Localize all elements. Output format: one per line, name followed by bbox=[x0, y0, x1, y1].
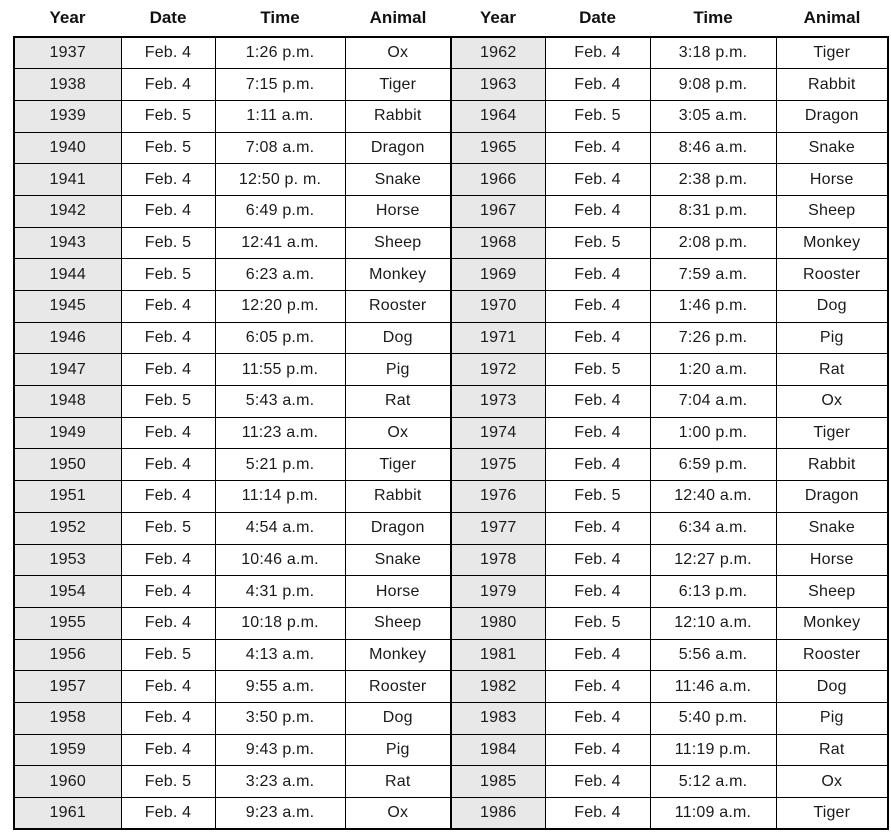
time-cell: 1:26 p.m. bbox=[215, 37, 345, 69]
animal-cell: Rabbit bbox=[345, 481, 451, 513]
date-cell: Feb. 4 bbox=[545, 164, 650, 196]
year-cell: 1972 bbox=[451, 354, 545, 386]
table-row bbox=[14, 544, 888, 576]
year-cell: 1949 bbox=[14, 417, 121, 449]
animal-cell: Dog bbox=[345, 322, 451, 354]
date-cell: Feb. 4 bbox=[121, 354, 215, 386]
animal-cell: Pig bbox=[345, 354, 451, 386]
year-cell: 1974 bbox=[451, 417, 545, 449]
time-cell: 4:13 a.m. bbox=[215, 639, 345, 671]
time-cell: 12:40 a.m. bbox=[650, 481, 776, 513]
time-cell: 6:05 p.m. bbox=[215, 322, 345, 354]
header-date: Date bbox=[149, 8, 187, 27]
year-cell: 1971 bbox=[451, 322, 545, 354]
year-cell: 1980 bbox=[451, 607, 545, 639]
year-cell: 1969 bbox=[451, 259, 545, 291]
header-animal: Animal bbox=[803, 8, 861, 27]
time-cell: 8:46 a.m. bbox=[650, 132, 776, 164]
date-cell: Feb. 5 bbox=[545, 227, 650, 259]
year-cell: 1982 bbox=[451, 671, 545, 703]
animal-cell: Monkey bbox=[345, 639, 451, 671]
year-cell: 1986 bbox=[451, 798, 545, 830]
year-cell: 1941 bbox=[14, 164, 121, 196]
date-cell: Feb. 5 bbox=[545, 607, 650, 639]
year-cell: 1944 bbox=[14, 259, 121, 291]
date-cell: Feb. 4 bbox=[121, 671, 215, 703]
year-cell: 1981 bbox=[451, 639, 545, 671]
time-cell: 4:54 a.m. bbox=[215, 512, 345, 544]
animal-cell: Snake bbox=[776, 132, 888, 164]
date-cell: Feb. 5 bbox=[121, 766, 215, 798]
date-cell: Feb. 5 bbox=[121, 100, 215, 132]
date-cell: Feb. 4 bbox=[545, 449, 650, 481]
date-cell: Feb. 4 bbox=[121, 544, 215, 576]
header-time: Time bbox=[260, 8, 300, 27]
time-cell: 9:55 a.m. bbox=[215, 671, 345, 703]
animal-cell: Rabbit bbox=[776, 69, 888, 101]
year-cell: 1937 bbox=[14, 37, 121, 69]
table-row bbox=[14, 734, 888, 766]
animal-cell: Rooster bbox=[345, 291, 451, 323]
animal-cell: Dragon bbox=[776, 481, 888, 513]
table-row bbox=[14, 386, 888, 418]
animal-cell: Dog bbox=[776, 291, 888, 323]
table-row bbox=[14, 132, 888, 164]
table-row bbox=[14, 671, 888, 703]
header-animal: Animal bbox=[369, 8, 427, 27]
table-row bbox=[14, 227, 888, 259]
time-cell: 5:56 a.m. bbox=[650, 639, 776, 671]
animal-cell: Ox bbox=[345, 37, 451, 69]
animal-cell: Rat bbox=[776, 354, 888, 386]
table-row bbox=[14, 576, 888, 608]
time-cell: 7:08 a.m. bbox=[215, 132, 345, 164]
table-row bbox=[14, 607, 888, 639]
date-cell: Feb. 4 bbox=[545, 671, 650, 703]
date-cell: Feb. 4 bbox=[121, 607, 215, 639]
time-cell: 11:14 p.m. bbox=[215, 481, 345, 513]
time-cell: 9:23 a.m. bbox=[215, 798, 345, 830]
year-cell: 1973 bbox=[451, 386, 545, 418]
date-cell: Feb. 5 bbox=[121, 386, 215, 418]
animal-cell: Sheep bbox=[776, 576, 888, 608]
year-cell: 1984 bbox=[451, 734, 545, 766]
time-cell: 3:05 a.m. bbox=[650, 100, 776, 132]
date-cell: Feb. 5 bbox=[121, 512, 215, 544]
time-cell: 6:49 p.m. bbox=[215, 195, 345, 227]
animal-cell: Ox bbox=[345, 798, 451, 830]
year-cell: 1951 bbox=[14, 481, 121, 513]
animal-cell: Ox bbox=[776, 766, 888, 798]
animal-cell: Sheep bbox=[345, 227, 451, 259]
animal-cell: Rooster bbox=[345, 671, 451, 703]
year-cell: 1963 bbox=[451, 69, 545, 101]
date-cell: Feb. 4 bbox=[545, 322, 650, 354]
date-cell: Feb. 4 bbox=[545, 132, 650, 164]
animal-cell: Ox bbox=[345, 417, 451, 449]
animal-cell: Dragon bbox=[345, 512, 451, 544]
year-cell: 1952 bbox=[14, 512, 121, 544]
date-cell: Feb. 4 bbox=[121, 734, 215, 766]
time-cell: 3:50 p.m. bbox=[215, 702, 345, 734]
table-row bbox=[14, 512, 888, 544]
table-header bbox=[14, 0, 888, 37]
time-cell: 9:43 p.m. bbox=[215, 734, 345, 766]
year-cell: 1955 bbox=[14, 607, 121, 639]
time-cell: 11:09 a.m. bbox=[650, 798, 776, 830]
date-cell: Feb. 5 bbox=[121, 227, 215, 259]
table-row bbox=[14, 702, 888, 734]
header-date: Date bbox=[579, 8, 616, 27]
date-cell: Feb. 4 bbox=[545, 576, 650, 608]
header-time: Time bbox=[693, 8, 733, 27]
time-cell: 12:41 a.m. bbox=[215, 227, 345, 259]
date-cell: Feb. 4 bbox=[121, 291, 215, 323]
animal-cell: Tiger bbox=[776, 37, 888, 69]
table-row bbox=[14, 69, 888, 101]
animal-cell: Tiger bbox=[776, 417, 888, 449]
date-cell: Feb. 4 bbox=[545, 259, 650, 291]
animal-cell: Snake bbox=[776, 512, 888, 544]
time-cell: 6:59 p.m. bbox=[650, 449, 776, 481]
time-cell: 11:23 a.m. bbox=[215, 417, 345, 449]
year-cell: 1948 bbox=[14, 386, 121, 418]
date-cell: Feb. 4 bbox=[545, 734, 650, 766]
time-cell: 11:19 p.m. bbox=[650, 734, 776, 766]
animal-cell: Rabbit bbox=[776, 449, 888, 481]
year-cell: 1985 bbox=[451, 766, 545, 798]
animal-cell: Snake bbox=[345, 164, 451, 196]
year-cell: 1960 bbox=[14, 766, 121, 798]
time-cell: 6:34 a.m. bbox=[650, 512, 776, 544]
year-cell: 1939 bbox=[14, 100, 121, 132]
animal-cell: Dog bbox=[345, 702, 451, 734]
date-cell: Feb. 5 bbox=[121, 639, 215, 671]
year-cell: 1938 bbox=[14, 69, 121, 101]
header-row bbox=[14, 0, 888, 37]
year-cell: 1957 bbox=[14, 671, 121, 703]
year-cell: 1947 bbox=[14, 354, 121, 386]
time-cell: 1:11 a.m. bbox=[215, 100, 345, 132]
year-cell: 1977 bbox=[451, 512, 545, 544]
date-cell: Feb. 4 bbox=[121, 164, 215, 196]
time-cell: 5:40 p.m. bbox=[650, 702, 776, 734]
year-cell: 1970 bbox=[451, 291, 545, 323]
animal-cell: Horse bbox=[345, 576, 451, 608]
date-cell: Feb. 5 bbox=[545, 100, 650, 132]
year-cell: 1962 bbox=[451, 37, 545, 69]
date-cell: Feb. 4 bbox=[545, 702, 650, 734]
time-cell: 12:10 a.m. bbox=[650, 607, 776, 639]
date-cell: Feb. 5 bbox=[121, 132, 215, 164]
time-cell: 10:46 a.m. bbox=[215, 544, 345, 576]
time-cell: 1:46 p.m. bbox=[650, 291, 776, 323]
date-cell: Feb. 4 bbox=[545, 639, 650, 671]
table-row bbox=[14, 100, 888, 132]
year-cell: 1950 bbox=[14, 449, 121, 481]
date-cell: Feb. 4 bbox=[545, 291, 650, 323]
date-cell: Feb. 5 bbox=[545, 481, 650, 513]
animal-cell: Snake bbox=[345, 544, 451, 576]
time-cell: 11:55 p.m. bbox=[215, 354, 345, 386]
time-cell: 3:23 a.m. bbox=[215, 766, 345, 798]
year-cell: 1946 bbox=[14, 322, 121, 354]
year-cell: 1943 bbox=[14, 227, 121, 259]
date-cell: Feb. 5 bbox=[545, 354, 650, 386]
time-cell: 6:13 p.m. bbox=[650, 576, 776, 608]
animal-cell: Tiger bbox=[345, 69, 451, 101]
time-cell: 8:31 p.m. bbox=[650, 195, 776, 227]
year-cell: 1958 bbox=[14, 702, 121, 734]
time-cell: 7:59 a.m. bbox=[650, 259, 776, 291]
year-cell: 1954 bbox=[14, 576, 121, 608]
animal-cell: Monkey bbox=[345, 259, 451, 291]
animal-cell: Monkey bbox=[776, 607, 888, 639]
time-cell: 12:20 p.m. bbox=[215, 291, 345, 323]
header-year: Year bbox=[49, 8, 86, 27]
animal-cell: Monkey bbox=[776, 227, 888, 259]
table-row bbox=[14, 481, 888, 513]
date-cell: Feb. 4 bbox=[121, 576, 215, 608]
time-cell: 12:27 p.m. bbox=[650, 544, 776, 576]
table-row bbox=[14, 259, 888, 291]
animal-cell: Ox bbox=[776, 386, 888, 418]
animal-cell: Rat bbox=[776, 734, 888, 766]
animal-cell: Tiger bbox=[776, 798, 888, 830]
table-row bbox=[14, 195, 888, 227]
time-cell: 9:08 p.m. bbox=[650, 69, 776, 101]
year-cell: 1976 bbox=[451, 481, 545, 513]
zodiac-table-container bbox=[13, 0, 887, 830]
zodiac-table bbox=[13, 0, 889, 830]
year-cell: 1959 bbox=[14, 734, 121, 766]
date-cell: Feb. 4 bbox=[121, 69, 215, 101]
year-cell: 1942 bbox=[14, 195, 121, 227]
date-cell: Feb. 4 bbox=[545, 544, 650, 576]
animal-cell: Dog bbox=[776, 671, 888, 703]
year-cell: 1956 bbox=[14, 639, 121, 671]
table-body bbox=[14, 37, 888, 829]
header-year: Year bbox=[480, 8, 516, 27]
table-row bbox=[14, 322, 888, 354]
date-cell: Feb. 4 bbox=[121, 481, 215, 513]
year-cell: 1983 bbox=[451, 702, 545, 734]
animal-cell: Horse bbox=[345, 195, 451, 227]
year-cell: 1953 bbox=[14, 544, 121, 576]
time-cell: 7:15 p.m. bbox=[215, 69, 345, 101]
animal-cell: Dragon bbox=[776, 100, 888, 132]
table-row bbox=[14, 449, 888, 481]
year-cell: 1966 bbox=[451, 164, 545, 196]
year-cell: 1940 bbox=[14, 132, 121, 164]
animal-cell: Sheep bbox=[776, 195, 888, 227]
table-row bbox=[14, 639, 888, 671]
date-cell: Feb. 4 bbox=[545, 37, 650, 69]
time-cell: 5:12 a.m. bbox=[650, 766, 776, 798]
time-cell: 2:08 p.m. bbox=[650, 227, 776, 259]
year-cell: 1964 bbox=[451, 100, 545, 132]
date-cell: Feb. 4 bbox=[121, 195, 215, 227]
time-cell: 4:31 p.m. bbox=[215, 576, 345, 608]
time-cell: 6:23 a.m. bbox=[215, 259, 345, 291]
table-row bbox=[14, 417, 888, 449]
animal-cell: Rooster bbox=[776, 639, 888, 671]
table-row bbox=[14, 354, 888, 386]
date-cell: Feb. 4 bbox=[545, 512, 650, 544]
year-cell: 1975 bbox=[451, 449, 545, 481]
animal-cell: Dragon bbox=[345, 132, 451, 164]
date-cell: Feb. 4 bbox=[545, 798, 650, 830]
year-cell: 1945 bbox=[14, 291, 121, 323]
date-cell: Feb. 4 bbox=[545, 766, 650, 798]
table-row bbox=[14, 798, 888, 830]
table-row bbox=[14, 291, 888, 323]
animal-cell: Rabbit bbox=[345, 100, 451, 132]
time-cell: 3:18 p.m. bbox=[650, 37, 776, 69]
date-cell: Feb. 4 bbox=[121, 417, 215, 449]
year-cell: 1968 bbox=[451, 227, 545, 259]
time-cell: 1:00 p.m. bbox=[650, 417, 776, 449]
time-cell: 10:18 p.m. bbox=[215, 607, 345, 639]
animal-cell: Horse bbox=[776, 164, 888, 196]
date-cell: Feb. 4 bbox=[121, 322, 215, 354]
time-cell: 5:21 p.m. bbox=[215, 449, 345, 481]
date-cell: Feb. 4 bbox=[545, 69, 650, 101]
date-cell: Feb. 4 bbox=[121, 449, 215, 481]
year-cell: 1979 bbox=[451, 576, 545, 608]
date-cell: Feb. 4 bbox=[121, 37, 215, 69]
time-cell: 7:26 p.m. bbox=[650, 322, 776, 354]
animal-cell: Sheep bbox=[345, 607, 451, 639]
animal-cell: Pig bbox=[776, 702, 888, 734]
time-cell: 12:50 p. m. bbox=[215, 164, 345, 196]
animal-cell: Pig bbox=[345, 734, 451, 766]
year-cell: 1965 bbox=[451, 132, 545, 164]
animal-cell: Rooster bbox=[776, 259, 888, 291]
animal-cell: Rat bbox=[345, 386, 451, 418]
table-row bbox=[14, 37, 888, 69]
table-row bbox=[14, 164, 888, 196]
animal-cell: Pig bbox=[776, 322, 888, 354]
time-cell: 5:43 a.m. bbox=[215, 386, 345, 418]
animal-cell: Tiger bbox=[345, 449, 451, 481]
date-cell: Feb. 4 bbox=[121, 798, 215, 830]
date-cell: Feb. 4 bbox=[545, 386, 650, 418]
animal-cell: Horse bbox=[776, 544, 888, 576]
year-cell: 1961 bbox=[14, 798, 121, 830]
date-cell: Feb. 4 bbox=[121, 702, 215, 734]
time-cell: 1:20 a.m. bbox=[650, 354, 776, 386]
date-cell: Feb. 5 bbox=[121, 259, 215, 291]
date-cell: Feb. 4 bbox=[545, 195, 650, 227]
year-cell: 1978 bbox=[451, 544, 545, 576]
time-cell: 2:38 p.m. bbox=[650, 164, 776, 196]
time-cell: 11:46 a.m. bbox=[650, 671, 776, 703]
year-cell: 1967 bbox=[451, 195, 545, 227]
animal-cell: Rat bbox=[345, 766, 451, 798]
date-cell: Feb. 4 bbox=[545, 417, 650, 449]
table-row bbox=[14, 766, 888, 798]
time-cell: 7:04 a.m. bbox=[650, 386, 776, 418]
